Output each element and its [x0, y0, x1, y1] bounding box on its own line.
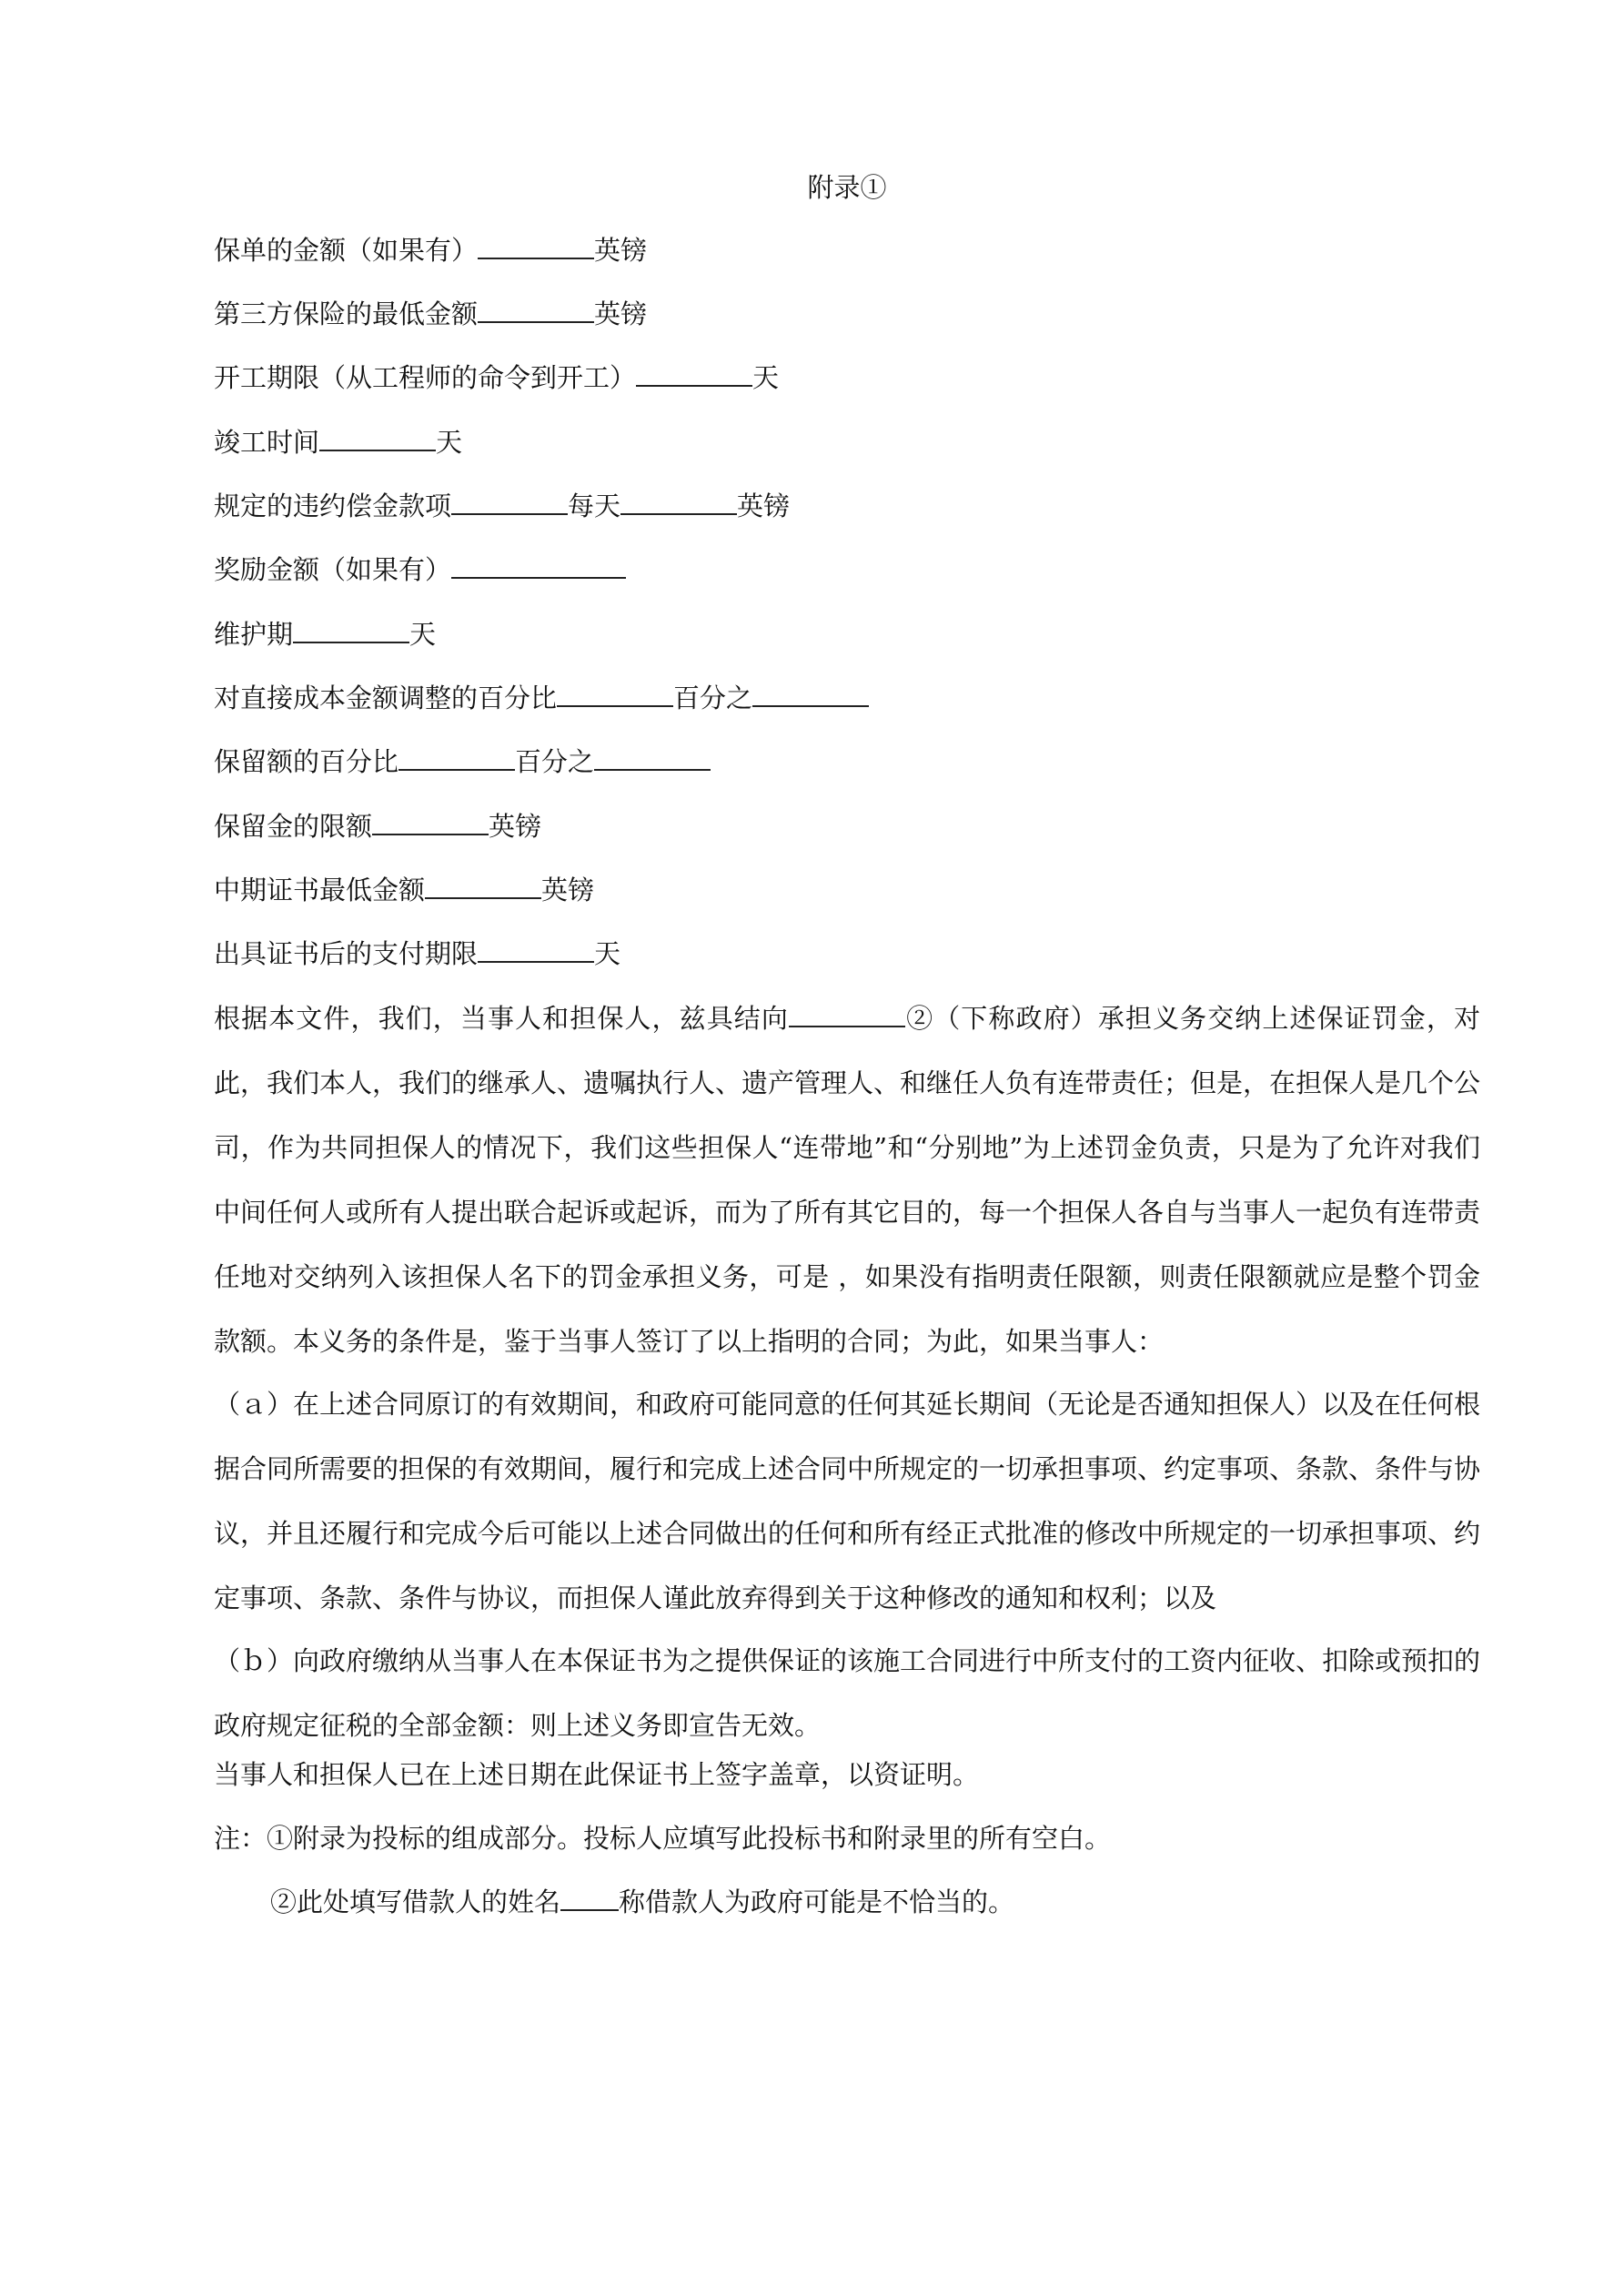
- field-label: 竣工时间: [214, 427, 320, 458]
- field-unit: 百分之: [673, 683, 753, 713]
- field-unit: 每天: [568, 491, 621, 521]
- field-line: [214, 808, 541, 845]
- fill-blank[interactable]: [451, 490, 568, 515]
- field-unit: 天: [436, 427, 463, 458]
- field-label: 保留金的限额: [214, 811, 373, 842]
- bond-paragraph: [214, 986, 1480, 1374]
- fill-blank[interactable]: [594, 745, 711, 771]
- clause-b: （ｂ）向政府缴纳从当事人在本保证书为之提供保证的该施工合同进行中所支付的工资内征收、扣除或预扣的政府规定征税的全部金额：则上述义务即宣告无效。: [214, 1645, 1481, 1741]
- field-line: [214, 359, 779, 396]
- field-unit: 英镑: [737, 491, 791, 521]
- fill-blank[interactable]: [319, 426, 436, 451]
- field-line: [214, 488, 790, 524]
- field-line: [214, 936, 620, 972]
- fill-blank[interactable]: [478, 298, 594, 323]
- field-unit: 英镑: [594, 298, 648, 329]
- fill-blank[interactable]: [752, 682, 869, 707]
- page-title: 附录①: [807, 172, 887, 203]
- fill-blank[interactable]: [557, 682, 673, 707]
- field-line: [214, 424, 462, 460]
- field-unit: 天: [409, 619, 437, 650]
- field-label: 开工期限（从工程师的命令到开工）: [214, 362, 637, 393]
- note-2: [270, 1884, 1014, 1920]
- field-unit: 英镑: [489, 811, 542, 842]
- field-unit: 天: [752, 362, 780, 393]
- bond-text-start: 根据本文件，我们，当事人和担保人，兹具结向: [214, 1003, 789, 1034]
- fill-blank[interactable]: [478, 234, 594, 259]
- witness-line: 当事人和担保人已在上述日期在此保证书上签字盖章，以资证明。: [214, 1759, 980, 1790]
- field-label: 对直接成本金额调整的百分比: [214, 683, 558, 713]
- fill-blank[interactable]: [293, 618, 409, 643]
- field-label: 出具证书后的支付期限: [214, 938, 479, 969]
- fill-blank[interactable]: [560, 1886, 619, 1911]
- field-label: 维护期: [214, 619, 294, 650]
- fill-blank[interactable]: [478, 937, 594, 963]
- field-label: 奖励金额（如果有）: [214, 554, 452, 585]
- field-line: [214, 551, 626, 588]
- field-unit: 英镑: [594, 235, 648, 266]
- fill-blank[interactable]: [425, 874, 541, 899]
- field-unit: 天: [594, 938, 621, 969]
- field-label: 第三方保险的最低金额: [214, 298, 479, 329]
- note-1: 注：①附录为投标的组成部分。投标人应填写此投标书和附录里的所有空白。: [214, 1823, 1112, 1854]
- field-unit: 英镑: [541, 875, 595, 905]
- field-unit: 百分之: [515, 746, 595, 777]
- fill-blank[interactable]: [636, 361, 752, 387]
- fill-blank[interactable]: [372, 810, 489, 835]
- fill-blank[interactable]: [398, 745, 515, 771]
- clause-a: （ａ）在上述合同原订的有效期间，和政府可能同意的任何其延长期间（无论是否通知担保人）以及在任何根据合同所需要的担保的有效期间，履行和完成上述合同中所规定的一切承担事项、约定事项、条款、条件与协议，并且还履行和完成今后可能以上述合同做出的任何和所有经正式批准的修改中所规定的一切承担事项、约定事项、条款、条件与协议，而担保人谨此放弃得到关于这种修改的通知和权利；以及: [214, 1389, 1481, 1613]
- field-line: [214, 232, 647, 268]
- field-label: 保留额的百分比: [214, 746, 399, 777]
- field-label: 中期证书最低金额: [214, 875, 426, 905]
- fill-blank[interactable]: [789, 1002, 905, 1027]
- note-2-text-rest: 称借款人为政府可能是不恰当的。: [619, 1886, 1015, 1917]
- field-label: 规定的违约偿金款项: [214, 491, 452, 521]
- field-line: [214, 296, 647, 332]
- field-line: [214, 872, 594, 908]
- bond-text-rest: ②（下称政府）承担义务交纳上述保证罚金，对此，我们本人，我们的继承人、遗嘱执行人、遗产管理人、和继任人负有连带责任；但是，在担保人是几个公司，作为共同担保人的情况下，我们这些担保人“连带地”和“分别地”为上述罚金负责，只是为了允许对我们中间任何人或所有人提出联合起诉或起诉，而为了所有其它目的，每一个担保人各自与当事人一起负有连带责任地对交纳列入该担保人名下的罚金承担义务，可是 ，如果没有指明责任限额，则责任限额就应是整个罚金款额。本义务的条件是，鉴于当事人签订了以上指明的合同；为此，如果当事人：: [214, 1003, 1481, 1357]
- fill-blank[interactable]: [620, 490, 737, 515]
- field-line: [214, 616, 436, 652]
- field-label: 保单的金额（如果有）: [214, 235, 479, 266]
- note-2-text-start: ②此处填写借款人的姓名: [270, 1886, 561, 1917]
- fill-blank[interactable]: [451, 553, 626, 579]
- field-line: [214, 743, 711, 780]
- field-line: [214, 680, 869, 716]
